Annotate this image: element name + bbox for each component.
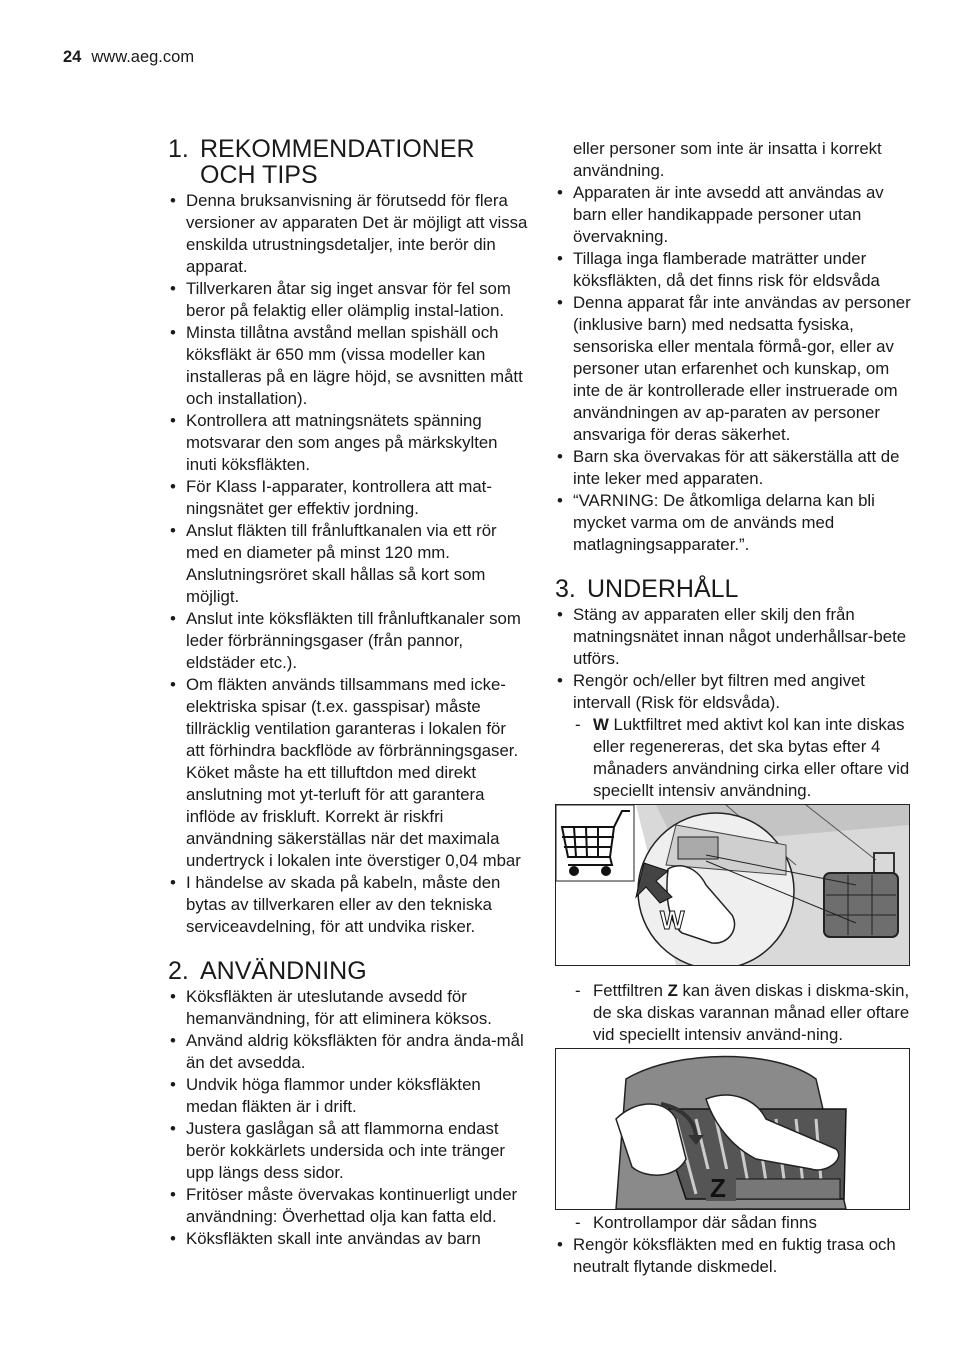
list-item: • Barn ska övervakas för att säkerställa att de inte leker med apparaten. — [555, 446, 915, 490]
section-1-list — [168, 190, 528, 938]
section-3-heading: 3. UNDERHÅLL — [555, 575, 739, 603]
list-item: • Rengör och/eller byt filtren med angivet intervall (Risk för eldsvåda). — [555, 670, 915, 714]
list-item: • “VARNING: De åtkomliga delarna kan bli mycket varma om de används med matlagningsapparater.”. — [555, 490, 915, 556]
list-item: • Kontrollera att matningsnätets spänning motsvarar den som anges på märkskylten inuti köksfläkten. — [168, 410, 528, 476]
filter-letter-z: Z — [667, 981, 678, 1000]
section-3-list-c — [555, 1212, 915, 1278]
section-3-title: UNDERHÅLL — [587, 575, 739, 603]
website-url: www.aeg.com — [91, 48, 195, 66]
section-3-list-b — [555, 980, 915, 1046]
section-2-heading: 2. ANVÄNDNING — [168, 957, 367, 985]
right-column — [555, 138, 915, 1278]
page-number: 24 — [63, 48, 82, 66]
list-item: • Denna apparat får inte användas av personer (inklusive barn) med nedsatta fysiska, sensoriska eller mentala förmå-gor, eller av personer utan erfarenhet och kunskap, om inte de är kontrollerade eller instruerade om användningen av ap-paraten av personer ansvariga för deras säkerhet. — [555, 292, 915, 446]
section-2-title: ANVÄNDNING — [200, 957, 367, 985]
section-1-title-line2: OCH TIPS — [200, 161, 318, 189]
figure-label-w: W — [660, 905, 685, 935]
list-item: • Rengör köksfläkten med en fuktig trasa och neutralt flytande diskmedel. — [555, 1234, 915, 1278]
list-item: • Tillverkaren åtar sig inget ansvar för fel som beror på felaktig eller olämplig instal-lation. — [168, 278, 528, 322]
list-item: • Fritöser måste övervakas kontinuerligt under användning: Överhettad olja kan fatta eld. — [168, 1184, 528, 1228]
sub-item-charcoal-filter: - W Luktfiltret med aktivt kol kan inte diskas eller regenereras, det ska bytas efter 4 månaders användning cirka eller oftare vid speciellt intensiv användning. — [555, 714, 915, 802]
sub-item-lamps: - Kontrollampor där sådan finns — [555, 1212, 915, 1234]
left-column — [168, 136, 528, 1250]
list-item: • Stäng av apparaten eller skilj den från matningsnätet innan något underhållsar-bete utförs. — [555, 604, 915, 670]
section-3-list — [555, 604, 915, 802]
list-item: • Köksfläkten skall inte användas av barn — [168, 1228, 528, 1250]
section-2-list — [168, 986, 528, 1250]
figure-label-z: Z — [710, 1173, 726, 1203]
list-item: • Anslut fläkten till frånluftkanalen via ett rör med en diameter på minst 120 mm. Anslutningsröret skall hållas så kort som möjligt. — [168, 520, 528, 608]
list-item: • För Klass I-apparater, kontrollera att mat-ningsnätet ger effektiv jordning. — [168, 476, 528, 520]
figure-charcoal-filter — [555, 804, 910, 966]
list-item: • I händelse av skada på kabeln, måste den bytas av tillverkaren eller av den tekniska serviceavdelning, för att undvika risker. — [168, 872, 528, 938]
section-1-title-line1: REKOMMENDATIONER — [200, 135, 475, 163]
list-item: • Undvik höga flammor under köksfläkten medan fläkten är i drift. — [168, 1074, 528, 1118]
grease-filter-illustration — [556, 1049, 909, 1209]
list-item: • Minsta tillåtna avstånd mellan spishäll och köksfläkt är 650 mm (vissa modeller kan installeras på en lägre höjd, se avsnitten mått och installation). — [168, 322, 528, 410]
list-item-continuation: eller personer som inte är insatta i korrekt användning. — [573, 139, 882, 180]
list-item: • Anslut inte köksfläkten till frånluftkanaler som leder förbränningsgaser (från pannor, eldstäder etc.). — [168, 608, 528, 674]
sub-item-grease-filter: - Fettfiltren Z kan även diskas i diskma-skin, de ska diskas varannan månad eller oftare vid speciellt intensiv använd-ning. — [555, 980, 915, 1046]
list-item: • Justera gaslågan så att flammorna endast berör kokkärlets undersida och inte tränger upp längs dess sidor. — [168, 1118, 528, 1184]
page-header — [63, 48, 194, 67]
section-1-heading: 1. REKOMMENDATIONER OCH TIPS — [168, 135, 475, 189]
filter-letter-w: W — [593, 715, 609, 734]
list-item: • Köksfläkten är uteslutande avsedd för hemanvändning, för att eliminera köksos. — [168, 986, 528, 1030]
charcoal-filter-illustration — [556, 805, 909, 965]
list-item: • Apparaten är inte avsedd att användas av barn eller handikappade personer utan övervakning. — [555, 182, 915, 248]
figure-grease-filter — [555, 1048, 910, 1210]
list-item: • Använd aldrig köksfläkten för andra ända-mål än det avsedda. — [168, 1030, 528, 1074]
list-item: • Om fläkten används tillsammans med icke-elektriska spisar (t.ex. gasspisar) måste tillräcklig ventilation garanteras i lokalen för att förhindra backflöde av förbränningsgaser. Köket måste ha ett tilluftdon med direkt anslutning mot yt-terluft för att garantera inflöde av friskluft. Korrekt är riskfri användning säkerställas när det maximala undertryck i lokalen inte överstiger 0,04 mbar — [168, 674, 528, 872]
section-2-list-continued — [555, 182, 915, 556]
filter-icon — [824, 873, 898, 937]
list-item: • Denna bruksanvisning är förutsedd för flera versioner av apparaten Det är möjligt att vissa enskilda utrustningsdetaljer, inte berör din apparat. — [168, 190, 528, 278]
list-item: • Tillaga inga flamberade maträtter under köksfläkten, då det finns risk för eldsvåda — [555, 248, 915, 292]
